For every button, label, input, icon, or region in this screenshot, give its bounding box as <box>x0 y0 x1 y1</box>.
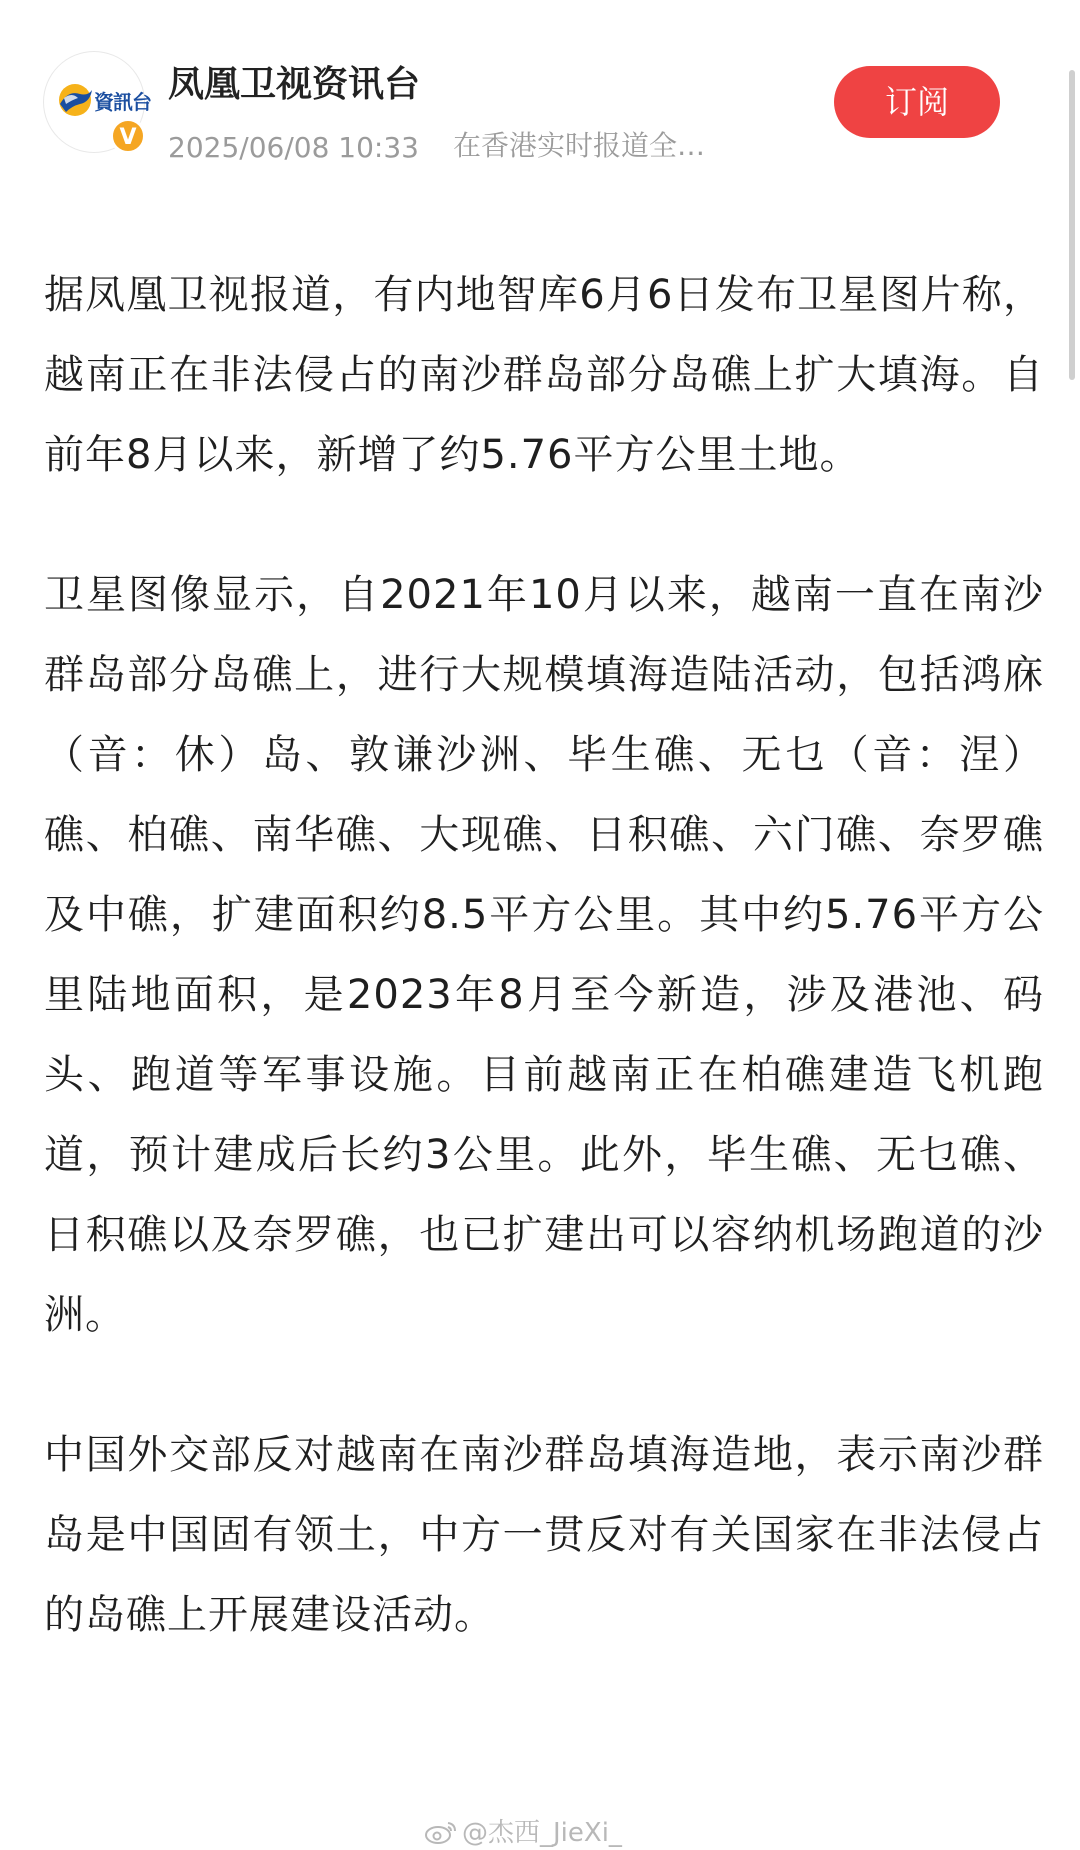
article-body <box>44 255 1044 1715</box>
post-timestamp: 2025/06/08 10:33 <box>168 131 419 164</box>
account-description: 在香港实时报道全… <box>452 129 705 162</box>
avatar-label: 資訊台 <box>94 90 151 114</box>
account-name[interactable]: 凤凰卫视资讯台 <box>168 64 421 105</box>
subscribe-button[interactable]: 订阅 <box>834 66 1000 138</box>
post-meta <box>168 124 705 164</box>
post-header <box>0 0 1080 200</box>
avatar[interactable] <box>44 52 151 152</box>
article-paragraph: 卫星图像显示，自2021年10月以来，越南一直在南沙群岛部分岛礁上，进行大规模填海造陆活动，包括鸿庥（音：休）岛、敦谦沙洲、毕生礁、无乜（音：涅）礁、柏礁、南华礁、大现礁、日积礁、六门礁、奈罗礁及中礁，扩建面积约8.5平方公里。其中约5.76平方公里陆地面积，是2023年8月至今新造，涉及港池、码头、跑道等军事设施。目前越南正在柏礁建造飞机跑道，预计建成后长约3公里。此外，毕生礁、无乜礁、日积礁以及奈罗礁，也已扩建出可以容纳机场跑道的沙洲。 <box>44 572 1044 1338</box>
watermark <box>424 1812 622 1849</box>
verified-icon: V <box>110 118 146 154</box>
phoenix-logo-icon <box>54 82 96 118</box>
weibo-icon <box>424 1819 458 1845</box>
scrollbar-thumb[interactable] <box>1069 70 1075 380</box>
article-paragraph: 据凤凰卫视报道，有内地智库6月6日发布卫星图片称，越南正在非法侵占的南沙群岛部分岛礁上扩大填海。自前年8月以来，新增了约5.76平方公里土地。 <box>44 272 1044 478</box>
watermark-text: @杰西_JieXi_ <box>462 1818 622 1848</box>
article-paragraph: 中国外交部反对越南在南沙群岛填海造地，表示南沙群岛是中国固有领土，中方一贯反对有关国家在非法侵占的岛礁上开展建设活动。 <box>44 1432 1044 1638</box>
